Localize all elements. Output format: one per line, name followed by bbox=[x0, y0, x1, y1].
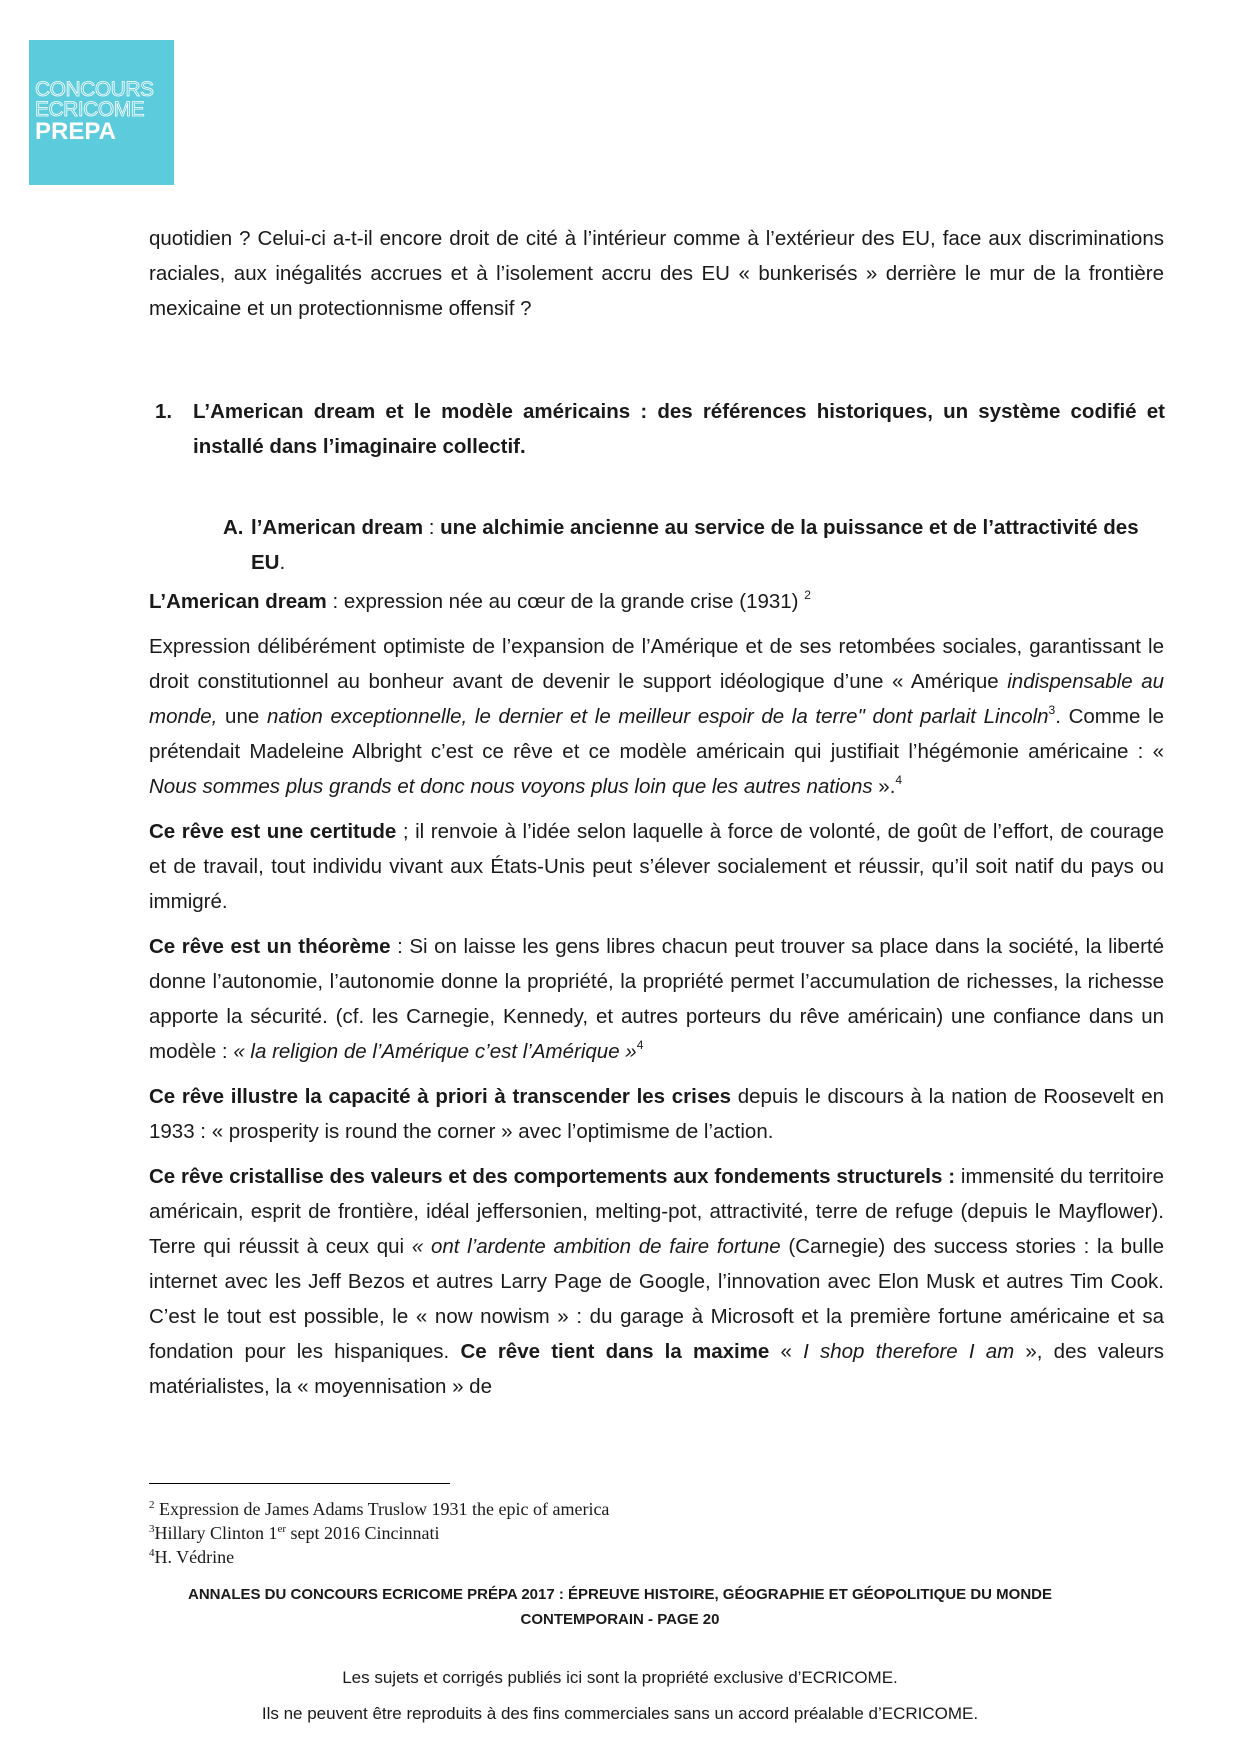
valeurs-paragraph bbox=[149, 1159, 1164, 1404]
subsection-heading-end: . bbox=[279, 551, 286, 574]
footnote-3-ordinal: er bbox=[277, 1523, 287, 1535]
definition-term: L’American dream bbox=[149, 590, 327, 613]
crises-paragraph bbox=[149, 1079, 1164, 1149]
footnote-divider bbox=[149, 1483, 450, 1484]
subsection-heading-a-letter: A. bbox=[223, 516, 244, 539]
theoreme-paragraph bbox=[149, 929, 1164, 1069]
expression-paragraph bbox=[149, 629, 1164, 804]
theoreme-quote: « la religion de l’Amérique c’est l’Amérique » bbox=[233, 1040, 637, 1063]
section-heading-1 bbox=[155, 394, 1165, 464]
logo-line-prepa: PREPA bbox=[35, 118, 116, 145]
legal-notice bbox=[100, 1660, 1140, 1732]
concours-ecricome-prepa-logo bbox=[29, 40, 174, 185]
theoreme-lead: Ce rêve est un théorème bbox=[149, 935, 391, 958]
subsection-heading-a bbox=[223, 510, 1165, 580]
expression-text-1: Expression délibérément optimiste de l’expansion de l’Amérique et de ses retombées sociales, garantissant le droit constitutionnel au bonheur avant de devenir le support idéologique d’une « Amérique bbox=[149, 635, 1164, 693]
valeurs-italic-1: « ont l’ardente ambition de faire fortune bbox=[411, 1235, 781, 1258]
subsection-heading-a-text bbox=[251, 510, 1165, 580]
logo-line-concours: CONCOURS bbox=[35, 78, 154, 101]
section-heading-1-text: L’American dream et le modèle américains : des références historiques, un système codifié et installé dans l’imaginaire collectif. bbox=[193, 400, 1165, 458]
footnote-3-number: 3 bbox=[149, 1523, 155, 1535]
footnote-ref-4b: 4 bbox=[636, 1038, 644, 1052]
footnote-3-text-post: sept 2016 Cincinnati bbox=[286, 1523, 440, 1543]
footnote-4 bbox=[149, 1545, 1149, 1569]
expression-text-2: une bbox=[217, 705, 267, 728]
page-footer-title bbox=[100, 1582, 1140, 1632]
main-body bbox=[149, 584, 1164, 1404]
logo-line-ecricome: ECRICOME bbox=[35, 98, 145, 121]
theoreme-text: : Si on laisse les gens libres chacun peut trouver sa place dans la société, la liberté donne l’autonomie, l’autonomie donne la propriété, la propriété permet l’accumulation de richesses, la richesse apporte la sécurité. (cf. les Carnegie, Kennedy, et autres porteurs du rêve américain) une confiance dans un modèle : bbox=[149, 935, 1165, 1063]
legal-notice-line-1: Les sujets et corrigés publiés ici sont la propriété exclusive d’ECRICOME. bbox=[342, 1668, 898, 1687]
footnote-ref-2: 2 bbox=[804, 588, 811, 602]
valeurs-lead: Ce rêve cristallise des valeurs et des comportements aux fondements structurels : bbox=[149, 1165, 956, 1188]
intro-paragraph bbox=[149, 221, 1164, 326]
expression-text-3: . Comme le prétendait Madeleine Albright c’est ce rêve et ce modèle américain qui justifiait l’hégémonie américaine : « bbox=[149, 705, 1164, 763]
section-heading-1-number: 1. bbox=[155, 400, 173, 423]
intro-text: quotidien ? Celui-ci a-t-il encore droit de cité à l’intérieur comme à l’extérieur des EU, face aux discriminations raciales, aux inégalités accrues et à l’isolement accru des EU « bunkerisés » derrière le mur de la frontière mexicaine et un protectionnisme offensif ? bbox=[149, 227, 1164, 320]
expression-text-4: ». bbox=[872, 775, 896, 798]
legal-notice-line-2: Ils ne peuvent être reproduits à des fins commerciales sans un accord préalable d’ECRICOME. bbox=[261, 1704, 979, 1723]
crises-lead: Ce rêve illustre la capacité à priori à transcender les crises bbox=[149, 1085, 732, 1108]
footnote-2 bbox=[149, 1497, 1149, 1521]
expression-italic-2: nation exceptionnelle, le dernier et le meilleur espoir de la terre" dont parlait Lincoln bbox=[266, 705, 1049, 728]
footnotes bbox=[149, 1497, 1149, 1569]
footnote-3 bbox=[149, 1521, 1149, 1545]
footnote-4-text: H. Védrine bbox=[154, 1547, 235, 1567]
subsection-heading-body: une alchimie ancienne au service de la puissance et de l’attractivité des EU bbox=[251, 516, 1139, 574]
certitude-paragraph bbox=[149, 814, 1164, 919]
definition-text: : expression née au cœur de la grande crise (1931) bbox=[326, 590, 805, 613]
footnote-ref-4a: 4 bbox=[895, 773, 903, 787]
certitude-lead: Ce rêve est une certitude bbox=[149, 820, 397, 843]
valeurs-text-2: (Carnegie) des success stories : la bulle internet avec les Jeff Bezos et autres Larry Page de Google, l’innovation avec Elon Musk et autres Tim Cook. C’est le tout est possible, le « now nowism » : du garage à Microsoft et la première fortune américaine et sa fondation pour les hispaniques. bbox=[149, 1235, 1164, 1363]
valeurs-italic-2: I shop therefore I am bbox=[803, 1340, 1015, 1363]
footnote-4-number: 4 bbox=[149, 1547, 155, 1559]
footer-title-line-2: CONTEMPORAIN - PAGE 20 bbox=[520, 1611, 720, 1628]
footnote-2-number: 2 bbox=[149, 1499, 155, 1511]
definition-paragraph bbox=[149, 584, 1164, 619]
footnote-2-text: Expression de James Adams Truslow 1931 the epic of america bbox=[154, 1499, 610, 1519]
certitude-text: ; il renvoie à l’idée selon laquelle à force de volonté, de goût de l’effort, de courage et de travail, tout individu vivant aux États-Unis peut s’élever socialement et réussir, qu’il soit natif du pays ou immigré. bbox=[149, 820, 1164, 913]
subsection-heading-lead: l’American dream bbox=[251, 516, 424, 539]
valeurs-text-4: », des valeurs matérialistes, la « moyennisation » de bbox=[149, 1340, 1165, 1398]
footer-title-line-1: ANNALES DU CONCOURS ECRICOME PRÉPA 2017 : ÉPREUVE HISTOIRE, GÉOGRAPHIE ET GÉOPOLITIQUE DU MONDE bbox=[187, 1586, 1052, 1603]
subsection-heading-sep: : bbox=[423, 516, 441, 539]
valeurs-lead-2: Ce rêve tient dans la maxime bbox=[460, 1340, 770, 1363]
footnote-ref-3: 3 bbox=[1048, 703, 1056, 717]
valeurs-text-3: « bbox=[769, 1340, 804, 1363]
expression-italic-3: Nous sommes plus grands et donc nous voyons plus loin que les autres nations bbox=[149, 775, 873, 798]
expression-italic-1: indispensable au monde, bbox=[149, 670, 1165, 728]
footnote-3-text-pre: Hillary Clinton 1 bbox=[154, 1523, 278, 1543]
valeurs-text-1: immensité du territoire américain, esprit de frontière, idéal jeffersonien, melting-pot, attractivité, terre de refuge (depuis le Mayflower). Terre qui réussit à ceux qui bbox=[149, 1165, 1164, 1258]
crises-text: depuis le discours à la nation de Roosevelt en 1933 : « prosperity is round the corner » avec l’optimisme de l’action. bbox=[149, 1085, 1164, 1143]
